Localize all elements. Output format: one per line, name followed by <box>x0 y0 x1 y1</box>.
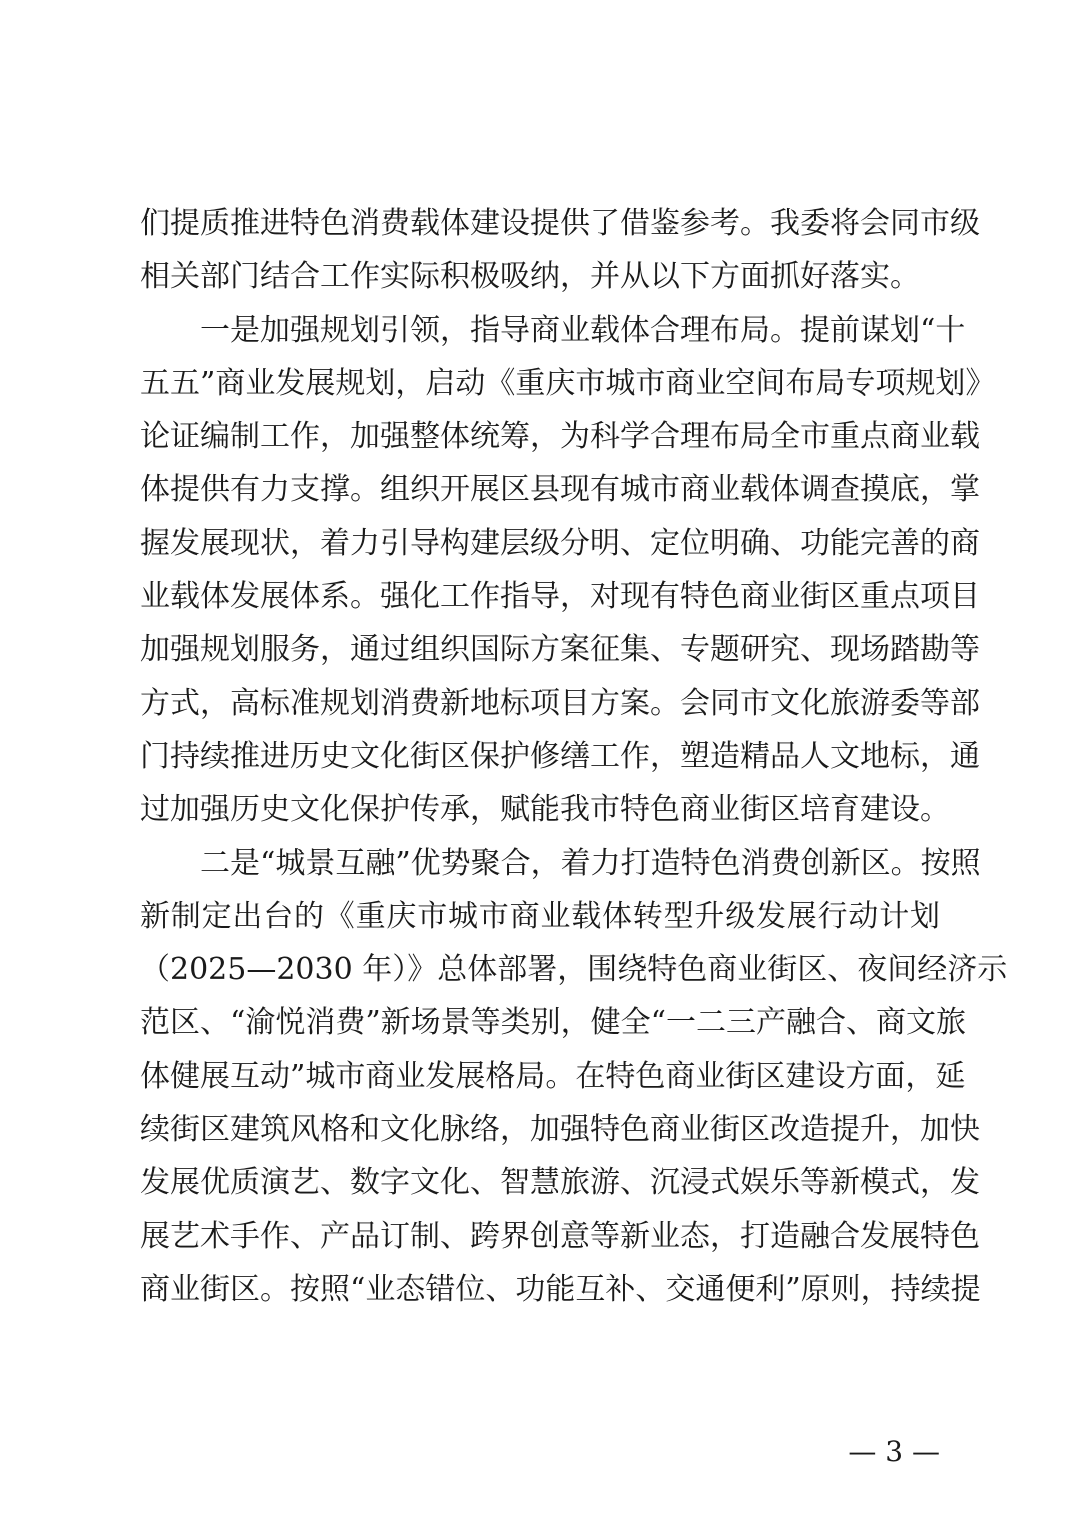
text-line: 方式，高标准规划消费新地标项目方案。会同市文化旅游委等部 <box>140 685 980 721</box>
text-line: 五五”商业发展规划，启动《重庆市城市商业空间布局专项规划》 <box>140 365 996 401</box>
text-line: 过加强历史文化保护传承，赋能我市特色商业街区培育建设。 <box>140 792 950 828</box>
paragraph-start-line: 二是“城景互融”优势聚合，着力打造特色消费创新区。按照 <box>200 845 981 881</box>
text-line: 相关部门结合工作实际积极吸纳，并从以下方面抓好落实。 <box>140 259 920 295</box>
text-line: 展艺术手作、产品订制、跨界创意等新业态，打造融合发展特色 <box>140 1218 980 1254</box>
body-text <box>140 197 1008 1316</box>
text-line: 发展优质演艺、数字文化、智慧旅游、沉浸式娱乐等新模式，发 <box>140 1165 980 1201</box>
page-number: — 3 — <box>848 1435 940 1468</box>
text-line: 商业街区。按照“业态错位、功能互补、交通便利”原则，持续提 <box>140 1271 981 1307</box>
text-line: （2025—2030 年）》总体部署，围绕特色商业街区、夜间经济示 <box>140 952 1008 988</box>
text-line: 新制定出台的《重庆市城市商业载体转型升级发展行动计划 <box>140 898 940 934</box>
text-line: 论证编制工作，加强整体统筹，为科学合理布局全市重点商业载 <box>140 419 980 455</box>
text-line: 体提供有力支撑。组织开展区县现有城市商业载体调查摸底，掌 <box>140 472 980 508</box>
text-line: 加强规划服务，通过组织国际方案征集、专题研究、现场踏勘等 <box>140 632 980 668</box>
text-line: 业载体发展体系。强化工作指导，对现有特色商业街区重点项目 <box>140 579 980 615</box>
paragraph-start-line: 一是加强规划引领，指导商业载体合理布局。提前谋划“十 <box>200 312 966 348</box>
text-line: 门持续推进历史文化街区保护修缮工作，塑造精品人文地标，通 <box>140 738 980 774</box>
text-line: 续街区建筑风格和文化脉络，加强特色商业街区改造提升，加快 <box>140 1112 980 1148</box>
text-line: 范区、“渝悦消费”新场景等类别，健全“一二三产融合、商文旅 <box>140 1005 967 1041</box>
text-line: 握发展现状，着力引导构建层级分明、定位明确、功能完善的商 <box>140 525 980 561</box>
text-line: 体健展互动”城市商业发展格局。在特色商业街区建设方面，延 <box>140 1058 966 1094</box>
text-line: 们提质推进特色消费载体建设提供了借鉴参考。我委将会同市级 <box>140 206 980 241</box>
